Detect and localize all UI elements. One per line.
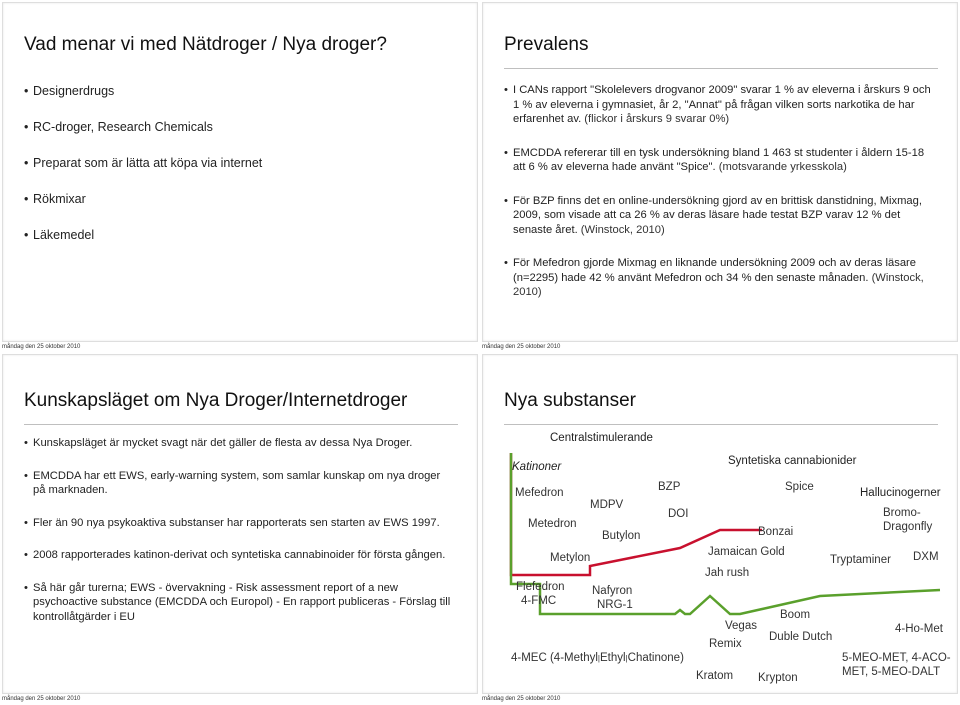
cannabinoid-boundary-line (511, 453, 940, 614)
list-item: • 2008 rapporterades katinon-derivat och syntetiska cannabinoider för första gången. (24, 548, 454, 563)
slide-kunskapslaget (0, 352, 480, 704)
list-item: • Kunskapsläget är mycket svagt när det gäller de flesta av dessa Nya Droger. (24, 436, 454, 451)
label-butylon: Butylon (602, 530, 641, 542)
hallucinogener-heading: Hallucinogerner (860, 487, 941, 499)
label-bromo: Bromo- (883, 507, 921, 519)
label-4-fmc: 4-FMC (521, 595, 557, 607)
label-4-ho-met: 4-Ho-Met (895, 623, 943, 635)
list-item: • Läkemedel (24, 228, 262, 264)
slide-title: Prevalens (504, 34, 589, 55)
label-flefedron: Flefedron (516, 581, 565, 593)
list-item: • Så här går turerna; EWS - övervakning - Risk assessment report of a new psychoactive substance (EMCDDA och Europol) - En rapport publiceras - Förslag till kontrollåtgärder i EU (24, 581, 454, 625)
label-nafyron: Nafyron (592, 585, 633, 597)
footer-date: måndag den 25 oktober 2010 (482, 344, 561, 350)
slide-title: Vad menar vi med Nätdroger / Nya droger? (24, 34, 387, 55)
slide-title: Nya substanser (504, 390, 637, 411)
label-bzp: BZP (658, 481, 681, 493)
label-remix: Remix (709, 638, 742, 650)
list-item: • Fler än 90 nya psykoaktiva substanser har rapporterats sen starten av EWS 1997. (24, 516, 454, 531)
label-metylon: Metylon (550, 552, 591, 564)
label-doi: DOI (668, 508, 689, 520)
label-krypton: Krypton (758, 672, 798, 684)
footer-date: måndag den 25 oktober 2010 (2, 696, 81, 702)
katinoner-heading: Katinoner (512, 461, 562, 473)
title-divider (24, 424, 458, 425)
slide-nya-substanser (480, 352, 960, 704)
bullet-list (24, 436, 454, 642)
bullet-list (24, 84, 262, 264)
list-item: • Designerdrugs (24, 84, 262, 120)
label-jamaican-gold: Jamaican Gold (708, 546, 785, 558)
list-item: • I CANs rapport "Skolelevers drogvanor 2009" svarar 1 % av eleverna i årskurs 9 och 1 % av eleverna i gymnasiet, år 2, "Annat" på frågan vilken sorts narkotika de har erfarenhet av. (flickor i årskurs 9 svarar 0%) (504, 83, 934, 127)
label-vegas: Vegas (725, 620, 757, 632)
label-mdpv: MDPV (590, 499, 624, 511)
label-5-meo-met-1: 5-MEO-MET, 4-ACO- (842, 652, 951, 664)
title-divider (504, 68, 938, 69)
list-item: • EMCDDA har ett EWS, early-warning system, som samlar kunskap om nya droger på marknaden. (24, 469, 454, 498)
list-item: • RC-droger, Research Chemicals (24, 120, 262, 156)
slide-title: Kunskapsläget om Nya Droger/Internetdroger (24, 390, 408, 411)
label-dxm: DXM (913, 551, 939, 563)
label-dragonfly: Dragonfly (883, 521, 933, 533)
label-boom: Boom (780, 609, 811, 621)
label-duble-dutch: Duble Dutch (769, 631, 833, 643)
label-bonzai: Bonzai (758, 526, 794, 538)
footer-date: måndag den 25 oktober 2010 (482, 696, 561, 702)
footer-date: måndag den 25 oktober 2010 (2, 344, 81, 350)
centralstimulerande-heading: Centralstimulerande (550, 432, 653, 444)
list-item: • EMCDDA refererar till en tysk undersökning bland 1 463 st studenter i åldern 15-18 att 6 % av eleverna hade använt "Spice". (motsvarande yrkesskola) (504, 146, 934, 175)
label-nrg-1: NRG-1 (597, 599, 633, 611)
list-item: • För Mefedron gjorde Mixmag en liknande undersökning 2009 och av deras läsare (n=2295) hade 42 % använt Mefedron och 34 % den senaste månaden. (Winstock, 2010) (504, 256, 934, 300)
label-tryptaminer: Tryptaminer (830, 554, 891, 566)
slide-prevalens (480, 0, 960, 352)
label-mefedron: Mefedron (515, 487, 564, 499)
label-metedron: Metedron (528, 518, 577, 530)
label-kratom: Kratom (696, 670, 734, 682)
list-item: • För BZP finns det en online-undersökning gjord av en brittisk danstidning, Mixmag, 2009, som visade att ca 26 % av deras läsare hade testat BZP varav 12 % det senaste året. (Winstock, 2010) (504, 194, 934, 238)
syntetiska-heading: Syntetiska cannabionider (728, 455, 857, 467)
bullet-list (504, 83, 934, 319)
list-item: • Preparat som är lätta att köpa via internet (24, 156, 262, 192)
slide-nat-droger (0, 0, 480, 352)
label-4-mec: 4-MEC (4-Methyl|Ethyl|Chatinone) (511, 652, 684, 664)
list-item: • Rökmixar (24, 192, 262, 228)
label-5-meo-met-2: MET, 5-MEO-DALT (842, 666, 941, 678)
label-jah-rush: Jah rush (705, 567, 750, 579)
label-spice: Spice (785, 481, 814, 493)
